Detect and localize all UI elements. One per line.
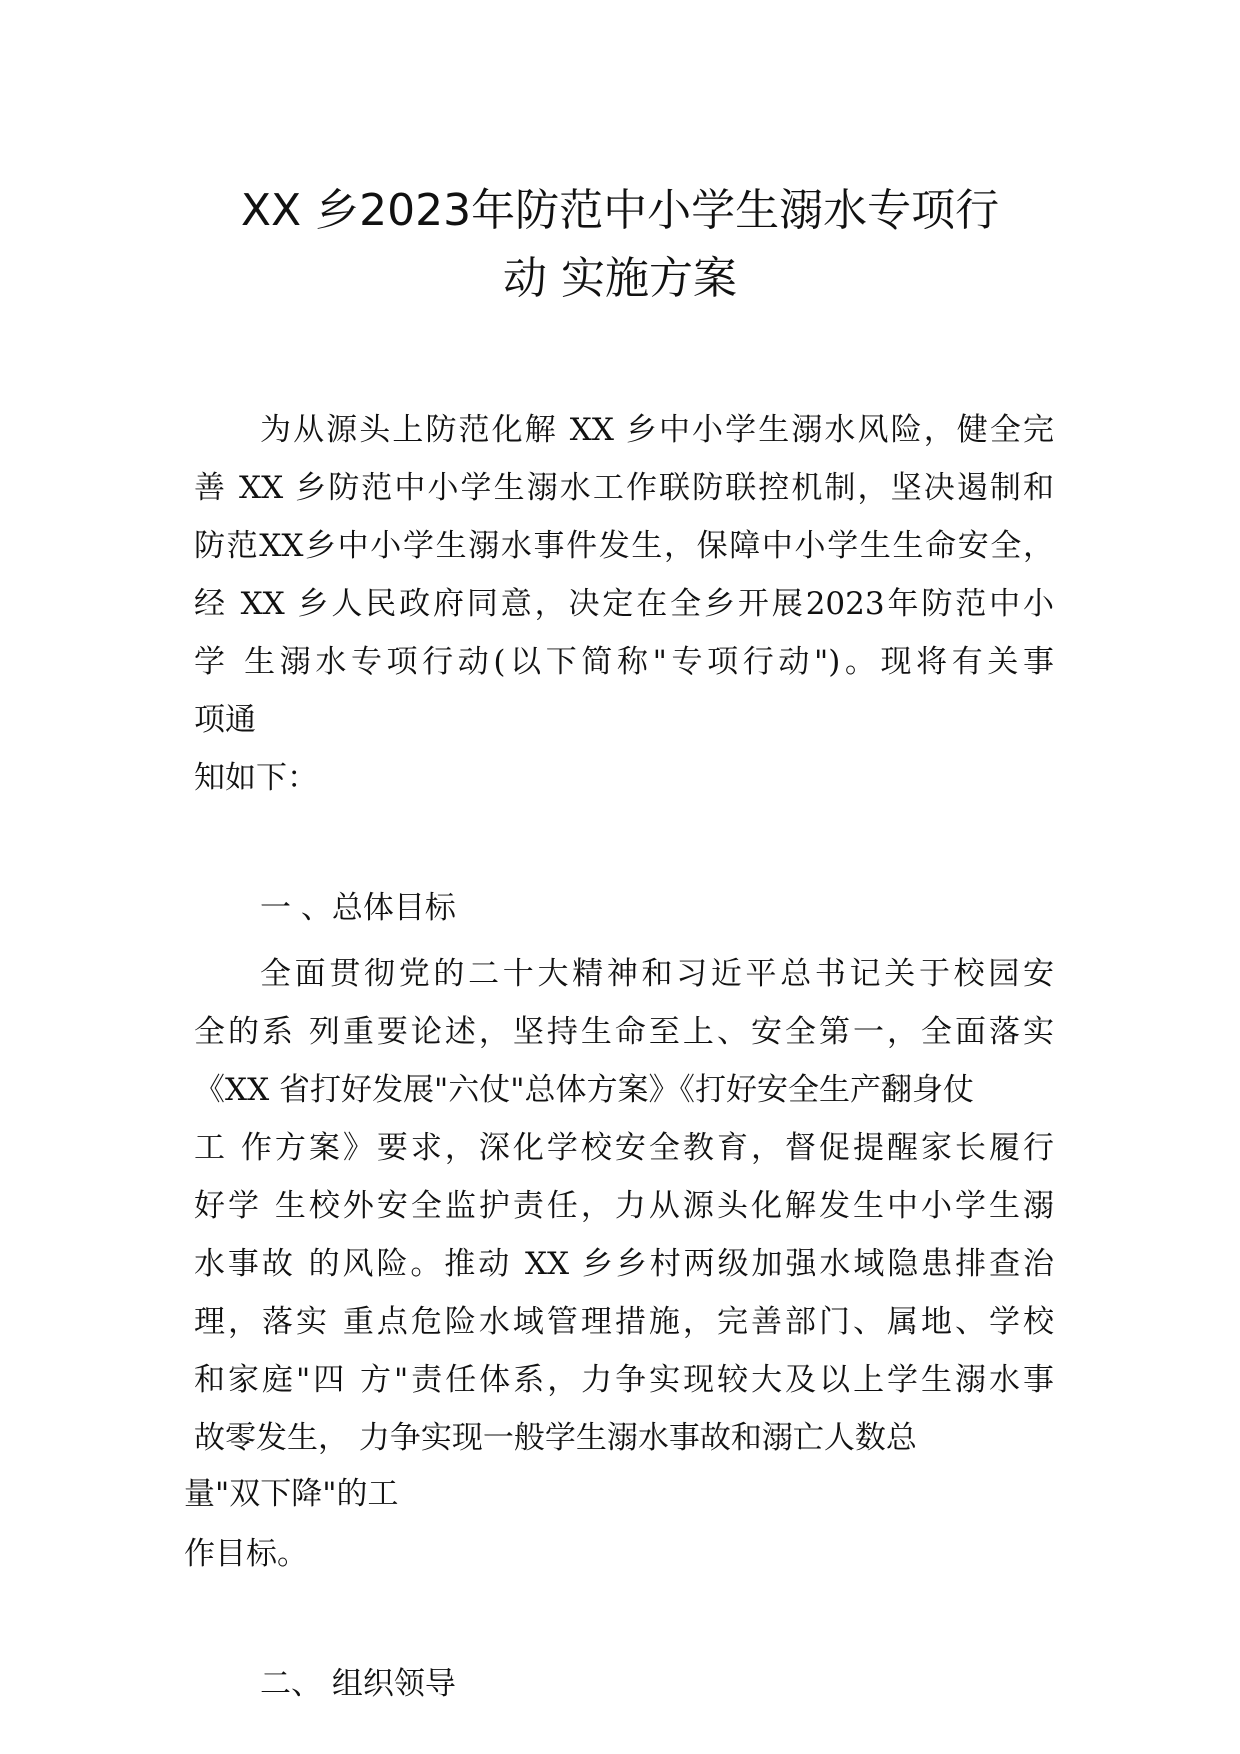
document-title-line-2: 动 实施方案 <box>503 253 737 304</box>
document-title-line-1: XX 乡2023年防范中小学生溺水专项行 <box>240 185 1000 236</box>
goal-paragraph-line: 《XX 省打好发展"六仗"总体方案》《打好安全生产翻身仗 <box>194 1072 975 1108</box>
section-heading-overall-goal: 一 、总体目标 <box>260 890 456 926</box>
goal-paragraph-line: 和家庭"四 方"责任体系，力争实现较大及以上学生溺水事 <box>194 1362 1054 1398</box>
section-heading-organization-leadership: 二、 组织领导 <box>260 1666 456 1702</box>
goal-paragraph-line: 作目标。 <box>184 1536 308 1572</box>
goal-paragraph-line: 量"双下降"的工 <box>184 1476 399 1512</box>
goal-paragraph-line: 水事故 的风险。推动 XX 乡乡村两级加强水域隐患排查治 <box>194 1246 1054 1282</box>
intro-paragraph-line: 知如下： <box>194 760 318 796</box>
goal-paragraph-line: 全的系 列重要论述，坚持生命至上、安全第一，全面落实 <box>194 1014 1054 1050</box>
intro-paragraph-line: 经 XX 乡人民政府同意，决定在全乡开展2023年防范中小 <box>194 586 1054 622</box>
intro-paragraph-line: 项通 <box>194 702 256 738</box>
intro-paragraph-line: 为从源头上防范化解 XX 乡中小学生溺水风险，健全完 <box>260 412 1054 448</box>
intro-paragraph-line: 防范XX乡中小学生溺水事件发生，保障中小学生生命安全， <box>194 528 1054 564</box>
intro-paragraph-line: 善 XX 乡防范中小学生溺水工作联防联控机制，坚决遏制和 <box>194 470 1054 506</box>
goal-paragraph-line: 好学 生校外安全监护责任，力从源头化解发生中小学生溺 <box>194 1188 1054 1224</box>
goal-paragraph-line: 理，落实 重点危险水域管理措施，完善部门、属地、学校 <box>194 1304 1054 1340</box>
intro-paragraph-line: 学 生溺水专项行动(以下简称"专项行动")。现将有关事 <box>194 644 1054 680</box>
goal-paragraph-line: 故零发生， 力争实现一般学生溺水事故和溺亡人数总 <box>194 1420 917 1456</box>
goal-paragraph-line: 全面贯彻党的二十大精神和习近平总书记关于校园安 <box>260 956 1054 992</box>
goal-paragraph-line: 工 作方案》要求，深化学校安全教育，督促提醒家长履行 <box>194 1130 1054 1166</box>
